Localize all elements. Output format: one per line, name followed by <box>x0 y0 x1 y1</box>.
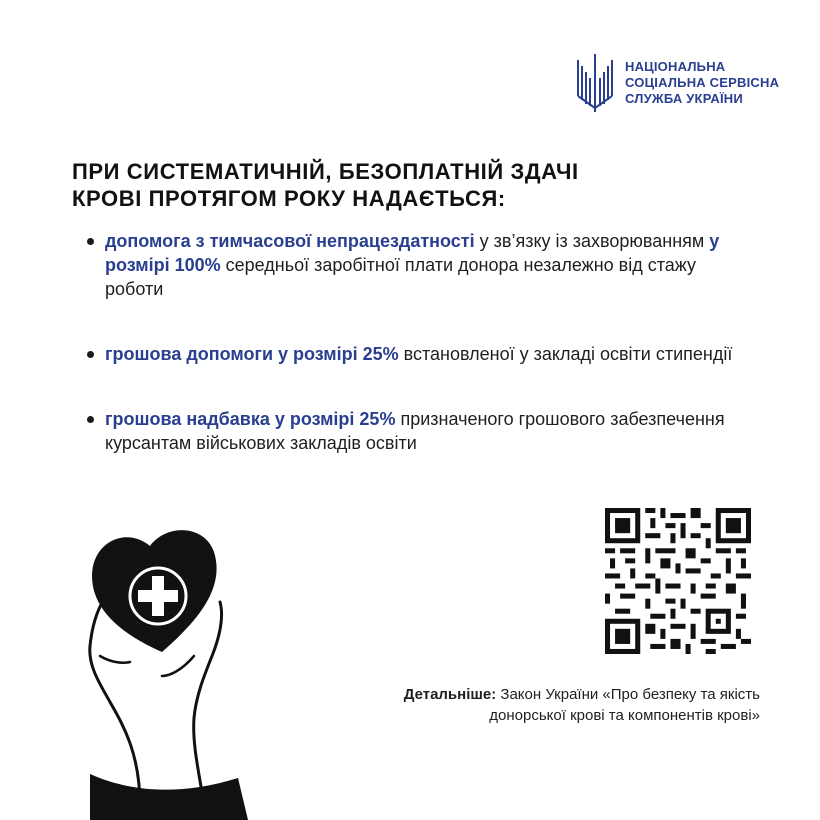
title-line: ПРИ СИСТЕМАТИЧНІЙ, БЕЗОПЛАТНІЙ ЗДАЧІ <box>72 159 579 184</box>
title-line: КРОВІ ПРОТЯГОМ РОКУ НАДАЄТЬСЯ: <box>72 186 506 211</box>
page-title <box>72 158 712 212</box>
benefit-text: призначеного грошового забезпечення курсантам військових закладів освіти <box>105 409 725 453</box>
list-item <box>84 342 744 366</box>
org-name <box>625 59 779 107</box>
org-logo <box>575 52 779 114</box>
details-line <box>300 684 760 705</box>
org-name-line: НАЦІОНАЛЬНА <box>625 59 726 74</box>
benefit-highlight: грошова надбавка у розмірі 25% <box>105 409 396 429</box>
hand-holding-heart-icon <box>70 506 270 820</box>
qr-code-icon <box>605 508 751 654</box>
org-name-line: СОЦІАЛЬНА СЕРВІСНА <box>625 75 780 90</box>
benefit-highlight: допомога з тимчасової непрацездатності <box>105 231 475 251</box>
details-text: Закон України «Про безпеку та якість <box>496 686 760 703</box>
bullet-icon <box>87 351 94 358</box>
benefit-highlight: грошова допомоги у розмірі 25% <box>105 344 399 364</box>
details-note <box>300 684 760 726</box>
list-item <box>84 407 744 455</box>
benefit-highlight: у розмірі 100% <box>105 231 720 275</box>
bullet-icon <box>87 416 94 423</box>
details-line: донорської крові та компонентів крові» <box>489 707 760 724</box>
org-name-line: СЛУЖБА УКРАЇНИ <box>625 91 743 106</box>
list-item <box>84 229 744 301</box>
benefit-text: середньої заробітної плати донора незалежно від стажу роботи <box>105 255 697 299</box>
benefit-text: встановленої у закладі освіти стипендії <box>398 344 733 364</box>
bullet-icon <box>87 238 94 245</box>
benefits-list <box>84 229 744 455</box>
benefit-text: у зв’язку із захворюванням <box>474 231 710 251</box>
trident-emblem-icon <box>575 52 615 114</box>
details-label: Детальніше: <box>403 686 497 703</box>
